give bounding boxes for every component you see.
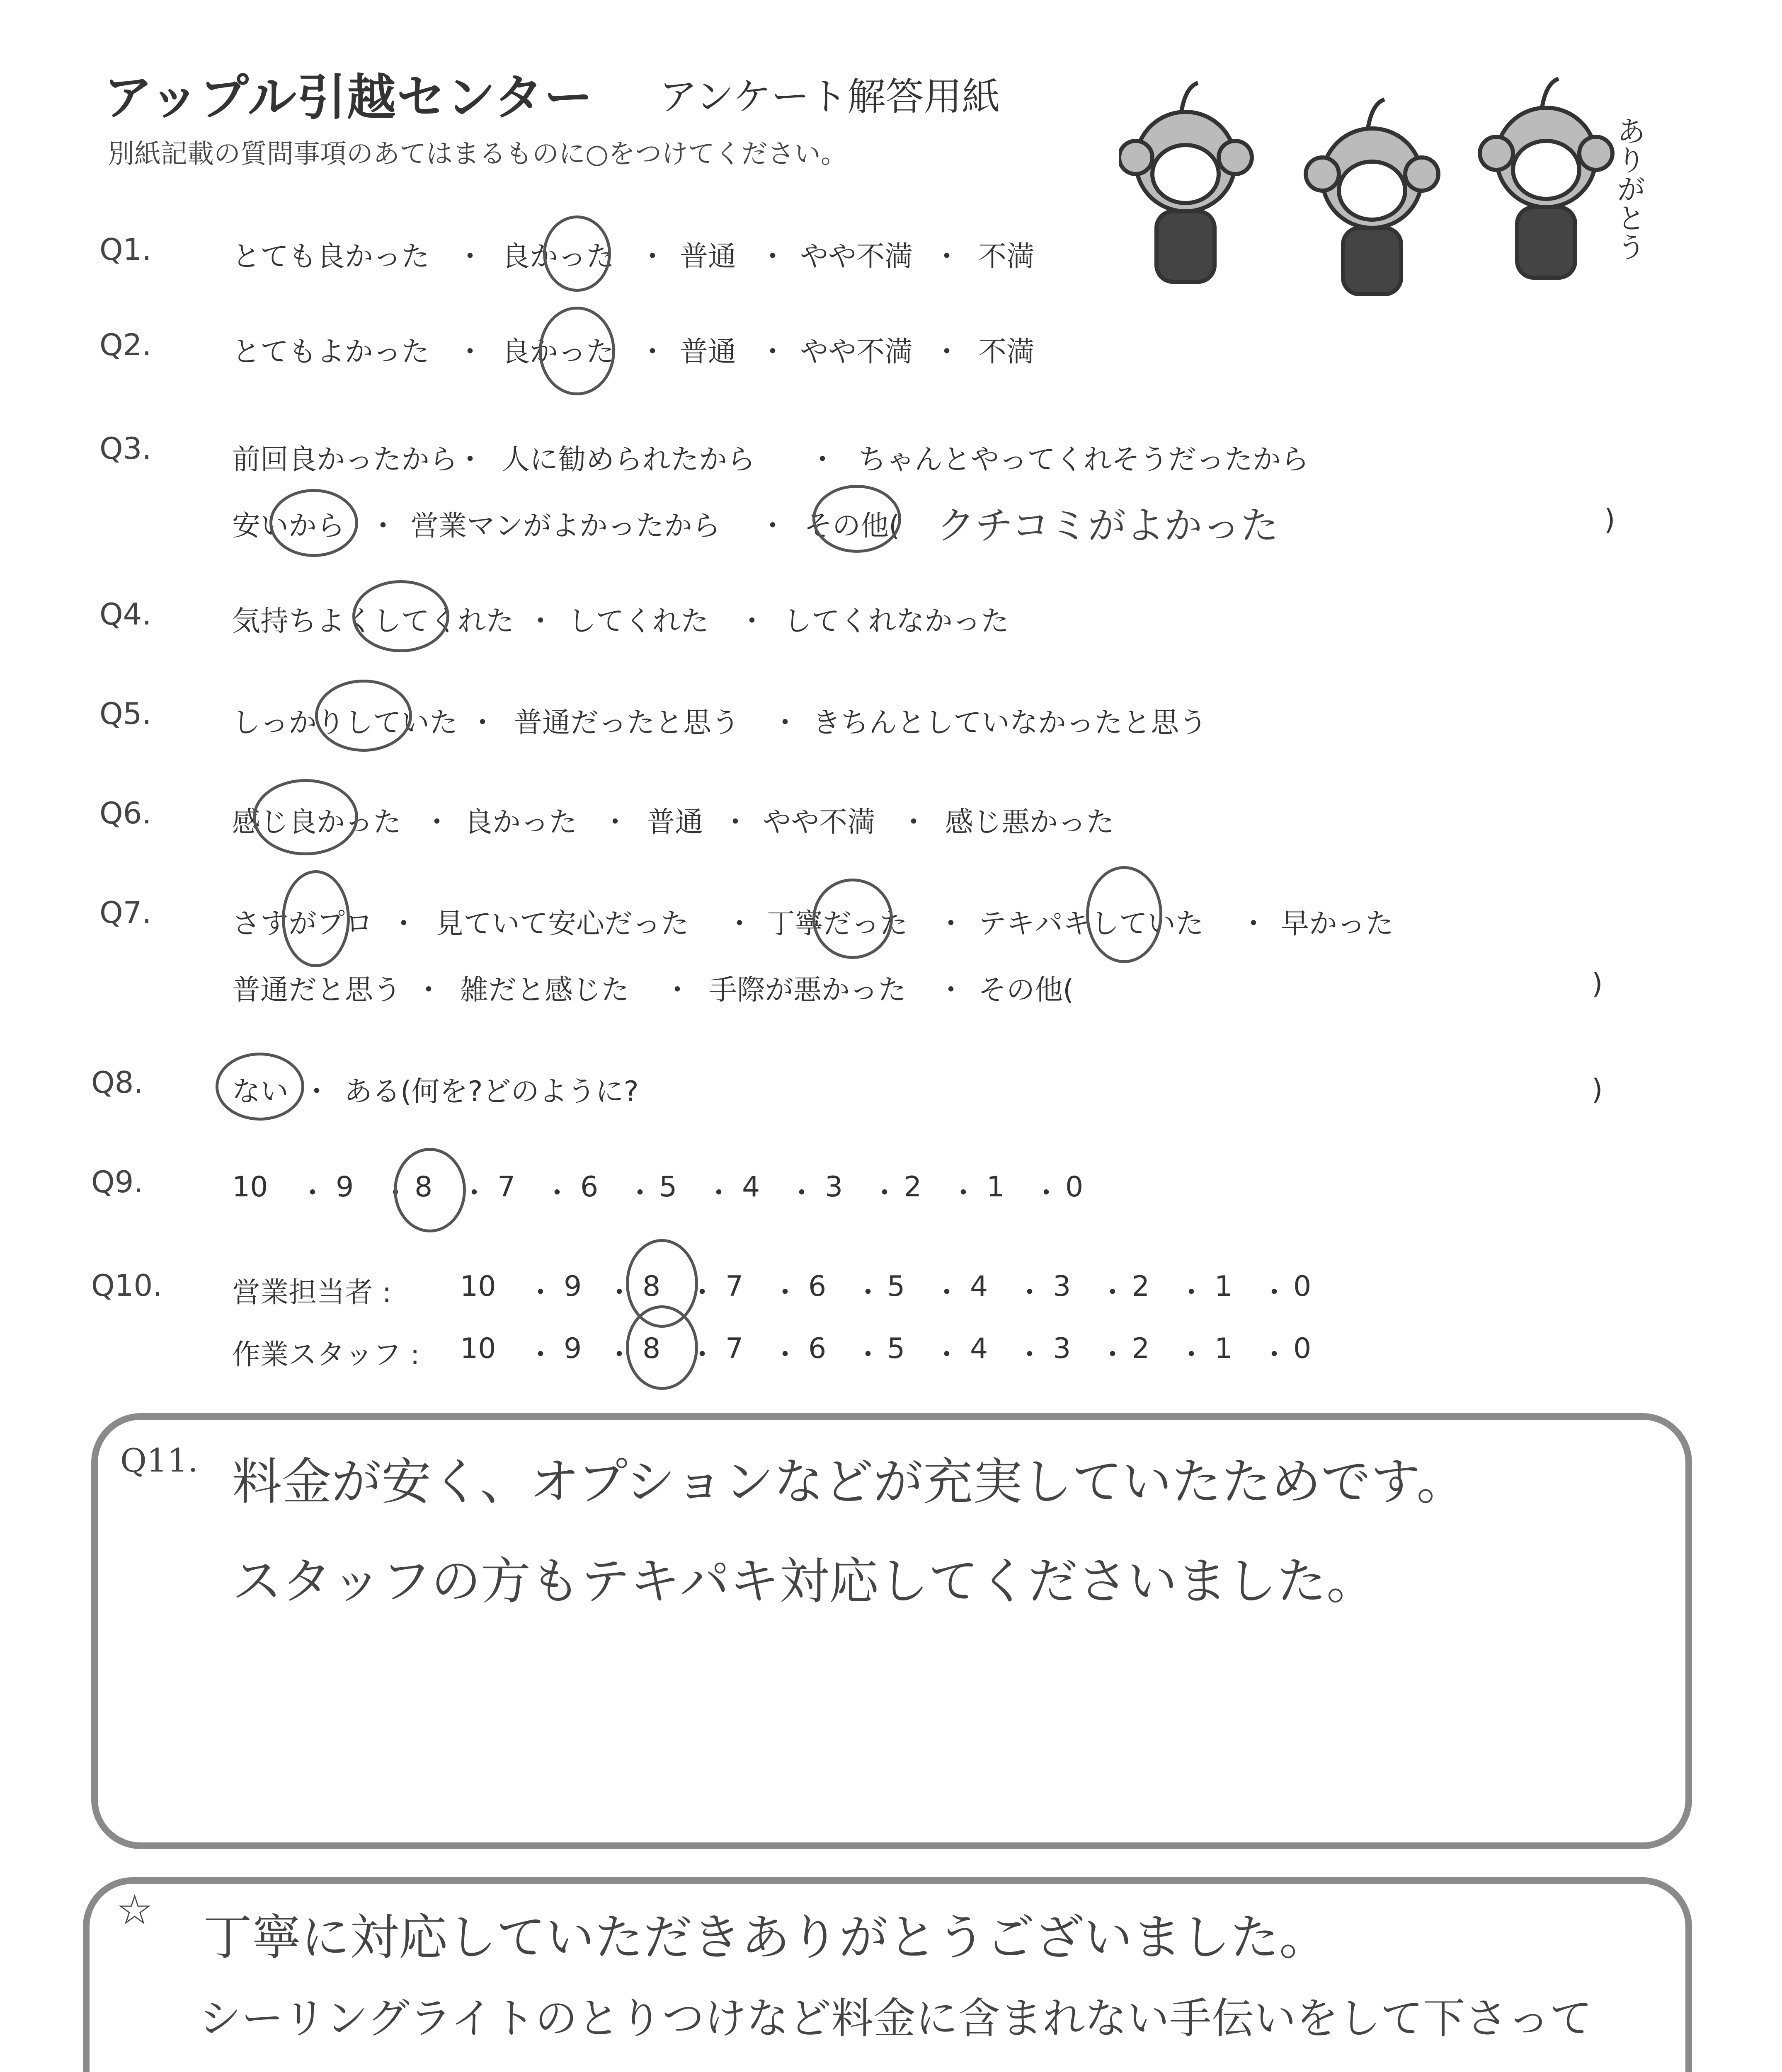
q2-number: Q2. bbox=[99, 327, 152, 362]
q3-option[interactable]: 営業マンがよかったから bbox=[410, 510, 721, 542]
q10-staff-score[interactable]: 4 bbox=[970, 1332, 988, 1365]
q6-option[interactable]: 良かった bbox=[464, 806, 577, 839]
q9-score[interactable]: 8 bbox=[415, 1171, 433, 1203]
q2-selection-circle bbox=[539, 307, 615, 395]
monkey-illustration bbox=[1119, 66, 1679, 298]
q8-option[interactable]: ある(何を?どのように? bbox=[344, 1075, 639, 1108]
q9-number: Q9. bbox=[91, 1164, 143, 1199]
q1-option[interactable]: 良かった bbox=[502, 240, 615, 273]
q10-sales-score[interactable]: 3 bbox=[1053, 1270, 1071, 1303]
q7-selection-circle bbox=[282, 870, 350, 967]
q3-selection-circle bbox=[269, 489, 358, 557]
q10-staff-score[interactable]: 1 bbox=[1215, 1332, 1233, 1365]
q2-option[interactable]: 普通 bbox=[680, 336, 737, 368]
q7-option[interactable]: 丁寧だった bbox=[767, 908, 908, 940]
q3-option[interactable]: ちゃんとやってくれそうだったから bbox=[858, 443, 1309, 476]
q10-sales-score[interactable]: 4 bbox=[970, 1270, 988, 1303]
q9-score[interactable]: 10 bbox=[232, 1171, 268, 1203]
q11-label: Q11. bbox=[120, 1442, 198, 1479]
monkey-laughing-icon bbox=[1119, 83, 1252, 282]
q7-selection-circle bbox=[1086, 866, 1162, 963]
free-comment-line bbox=[195, 2068, 523, 2072]
q9-score[interactable]: 3 bbox=[825, 1171, 843, 1203]
q6-option[interactable]: やや不満 bbox=[763, 806, 876, 839]
q1-number: Q1. bbox=[99, 232, 152, 267]
q7-option[interactable]: さすがプロ bbox=[232, 908, 373, 940]
q1-selection-circle bbox=[543, 215, 611, 292]
q1-option[interactable]: 普通 bbox=[680, 240, 737, 273]
q7-number: Q7. bbox=[99, 895, 152, 930]
monkey-smiling-icon bbox=[1306, 99, 1438, 294]
q10-row-label: 作業スタッフ : bbox=[232, 1339, 420, 1371]
q5-selection-circle bbox=[315, 680, 412, 752]
arigatou-text: ありがとう bbox=[1612, 116, 1646, 261]
q4-option[interactable]: してくれなかった bbox=[783, 605, 1009, 638]
monkey-happy-icon bbox=[1480, 79, 1612, 278]
q7-option[interactable]: 雑だと感じた bbox=[460, 974, 630, 1007]
free-comment-line: 丁寧に対応していただきありがとうございました。 bbox=[203, 1909, 1329, 1966]
q10-staff-score[interactable]: 9 bbox=[564, 1332, 582, 1365]
q1-option[interactable]: とても良かった bbox=[232, 240, 430, 273]
q7-option[interactable]: 普通だと思う bbox=[232, 974, 402, 1007]
q3-option-other[interactable]: その他( bbox=[804, 510, 900, 542]
q4-number: Q4. bbox=[99, 597, 152, 632]
q9-score[interactable]: 6 bbox=[580, 1171, 599, 1203]
q9-score[interactable]: 0 bbox=[1065, 1171, 1084, 1203]
q9-selection-circle bbox=[394, 1148, 466, 1232]
q10-sales-score[interactable]: 7 bbox=[725, 1270, 744, 1303]
q10-sales-score[interactable]: 8 bbox=[642, 1270, 661, 1303]
q2-option[interactable]: やや不満 bbox=[800, 336, 913, 368]
q4-selection-circle bbox=[352, 580, 449, 652]
q7-option-other[interactable]: その他( bbox=[978, 974, 1074, 1007]
q8-number: Q8. bbox=[91, 1065, 143, 1100]
free-comment-line: シーリングライトのとりつけなど料金に含まれない手伝いをして下さって bbox=[199, 1994, 1592, 2043]
q7-option[interactable]: 見ていて安心だった bbox=[435, 908, 689, 940]
q10-staff-score[interactable]: 5 bbox=[887, 1332, 905, 1365]
q9-score[interactable]: 5 bbox=[659, 1171, 677, 1203]
q6-number: Q6. bbox=[99, 796, 152, 830]
q10-staff-score[interactable]: 6 bbox=[808, 1332, 827, 1365]
q10-staff-selection-circle bbox=[626, 1305, 698, 1390]
q10-sales-score[interactable]: 0 bbox=[1293, 1270, 1312, 1303]
q6-option[interactable]: 感じ悪かった bbox=[945, 806, 1115, 839]
q10-staff-score[interactable]: 7 bbox=[725, 1332, 744, 1365]
q4-option[interactable]: 気持ちよくしてくれた bbox=[232, 605, 514, 638]
q11-answer-line: スタッフの方もテキパキ対応してくださいました。 bbox=[232, 1553, 1376, 1610]
q2-option[interactable]: 良かった bbox=[502, 336, 615, 368]
q10-staff-score[interactable]: 2 bbox=[1132, 1332, 1150, 1365]
q10-sales-score[interactable]: 10 bbox=[460, 1270, 496, 1303]
q3-selection-circle bbox=[812, 485, 901, 553]
q6-option[interactable]: 普通 bbox=[647, 806, 703, 839]
q7-selection-circle bbox=[812, 879, 893, 959]
form-title: アップル引越センター bbox=[104, 69, 594, 126]
q9-score[interactable]: 7 bbox=[497, 1171, 516, 1203]
q10-row-label: 営業担当者 : bbox=[232, 1276, 392, 1309]
instructions: 別紙記載の質問事項のあてはまるものに○をつけてください。 bbox=[108, 139, 847, 169]
q1-option[interactable]: 不満 bbox=[978, 240, 1035, 273]
q7-option[interactable]: 早かった bbox=[1281, 908, 1394, 940]
q6-option[interactable]: 感じ良かった bbox=[232, 806, 402, 839]
q7-option[interactable]: テキパキしていた bbox=[978, 908, 1204, 940]
q10-staff-score[interactable]: 0 bbox=[1293, 1332, 1312, 1365]
q2-option[interactable]: とてもよかった bbox=[232, 336, 430, 368]
q10-sales-score[interactable]: 1 bbox=[1215, 1270, 1233, 1303]
form-subtitle: アンケート解答用紙 bbox=[659, 75, 1000, 119]
q10-staff-score[interactable]: 8 bbox=[642, 1332, 661, 1365]
q5-option[interactable]: きちんとしていなかったと思う bbox=[812, 707, 1207, 739]
q1-option[interactable]: やや不満 bbox=[800, 240, 913, 273]
q4-option[interactable]: してくれた bbox=[568, 605, 709, 638]
q9-score[interactable]: 4 bbox=[742, 1171, 760, 1203]
q9-score[interactable]: 2 bbox=[904, 1171, 922, 1203]
q7-option[interactable]: 手際が悪かった bbox=[709, 974, 907, 1007]
q3-option[interactable]: 前回良かったから bbox=[232, 443, 458, 476]
q10-staff-score[interactable]: 10 bbox=[460, 1332, 496, 1365]
q11-answer-line: 料金が安く、オプションなどが充実していたためです。 bbox=[232, 1453, 1467, 1511]
q3-other-answer: クチコミがよかった bbox=[937, 503, 1279, 548]
q10-sales-score[interactable]: 6 bbox=[808, 1270, 827, 1303]
q10-sales-score[interactable]: 5 bbox=[887, 1270, 905, 1303]
q5-option[interactable]: 普通だったと思う bbox=[514, 707, 740, 739]
q10-number: Q10. bbox=[91, 1268, 162, 1303]
q3-option[interactable]: 人に勧められたから bbox=[502, 443, 756, 476]
star-icon: ☆ bbox=[116, 1886, 153, 1934]
q2-option[interactable]: 不満 bbox=[978, 336, 1035, 368]
q9-score[interactable]: 9 bbox=[336, 1171, 354, 1203]
q10-sales-score[interactable]: 9 bbox=[564, 1270, 582, 1303]
q10-sales-score[interactable]: 2 bbox=[1132, 1270, 1150, 1303]
q5-number: Q5. bbox=[99, 696, 152, 731]
q5-option[interactable]: しっかりしていた bbox=[232, 707, 458, 739]
q8-option[interactable]: ない bbox=[232, 1075, 289, 1108]
q6-selection-circle bbox=[253, 779, 358, 855]
q9-score[interactable]: 1 bbox=[987, 1171, 1005, 1203]
q10-staff-score[interactable]: 3 bbox=[1053, 1332, 1071, 1365]
q8-selection-circle bbox=[216, 1053, 304, 1121]
q3-number: Q3. bbox=[99, 431, 152, 466]
q3-option[interactable]: 安いから bbox=[232, 510, 345, 542]
